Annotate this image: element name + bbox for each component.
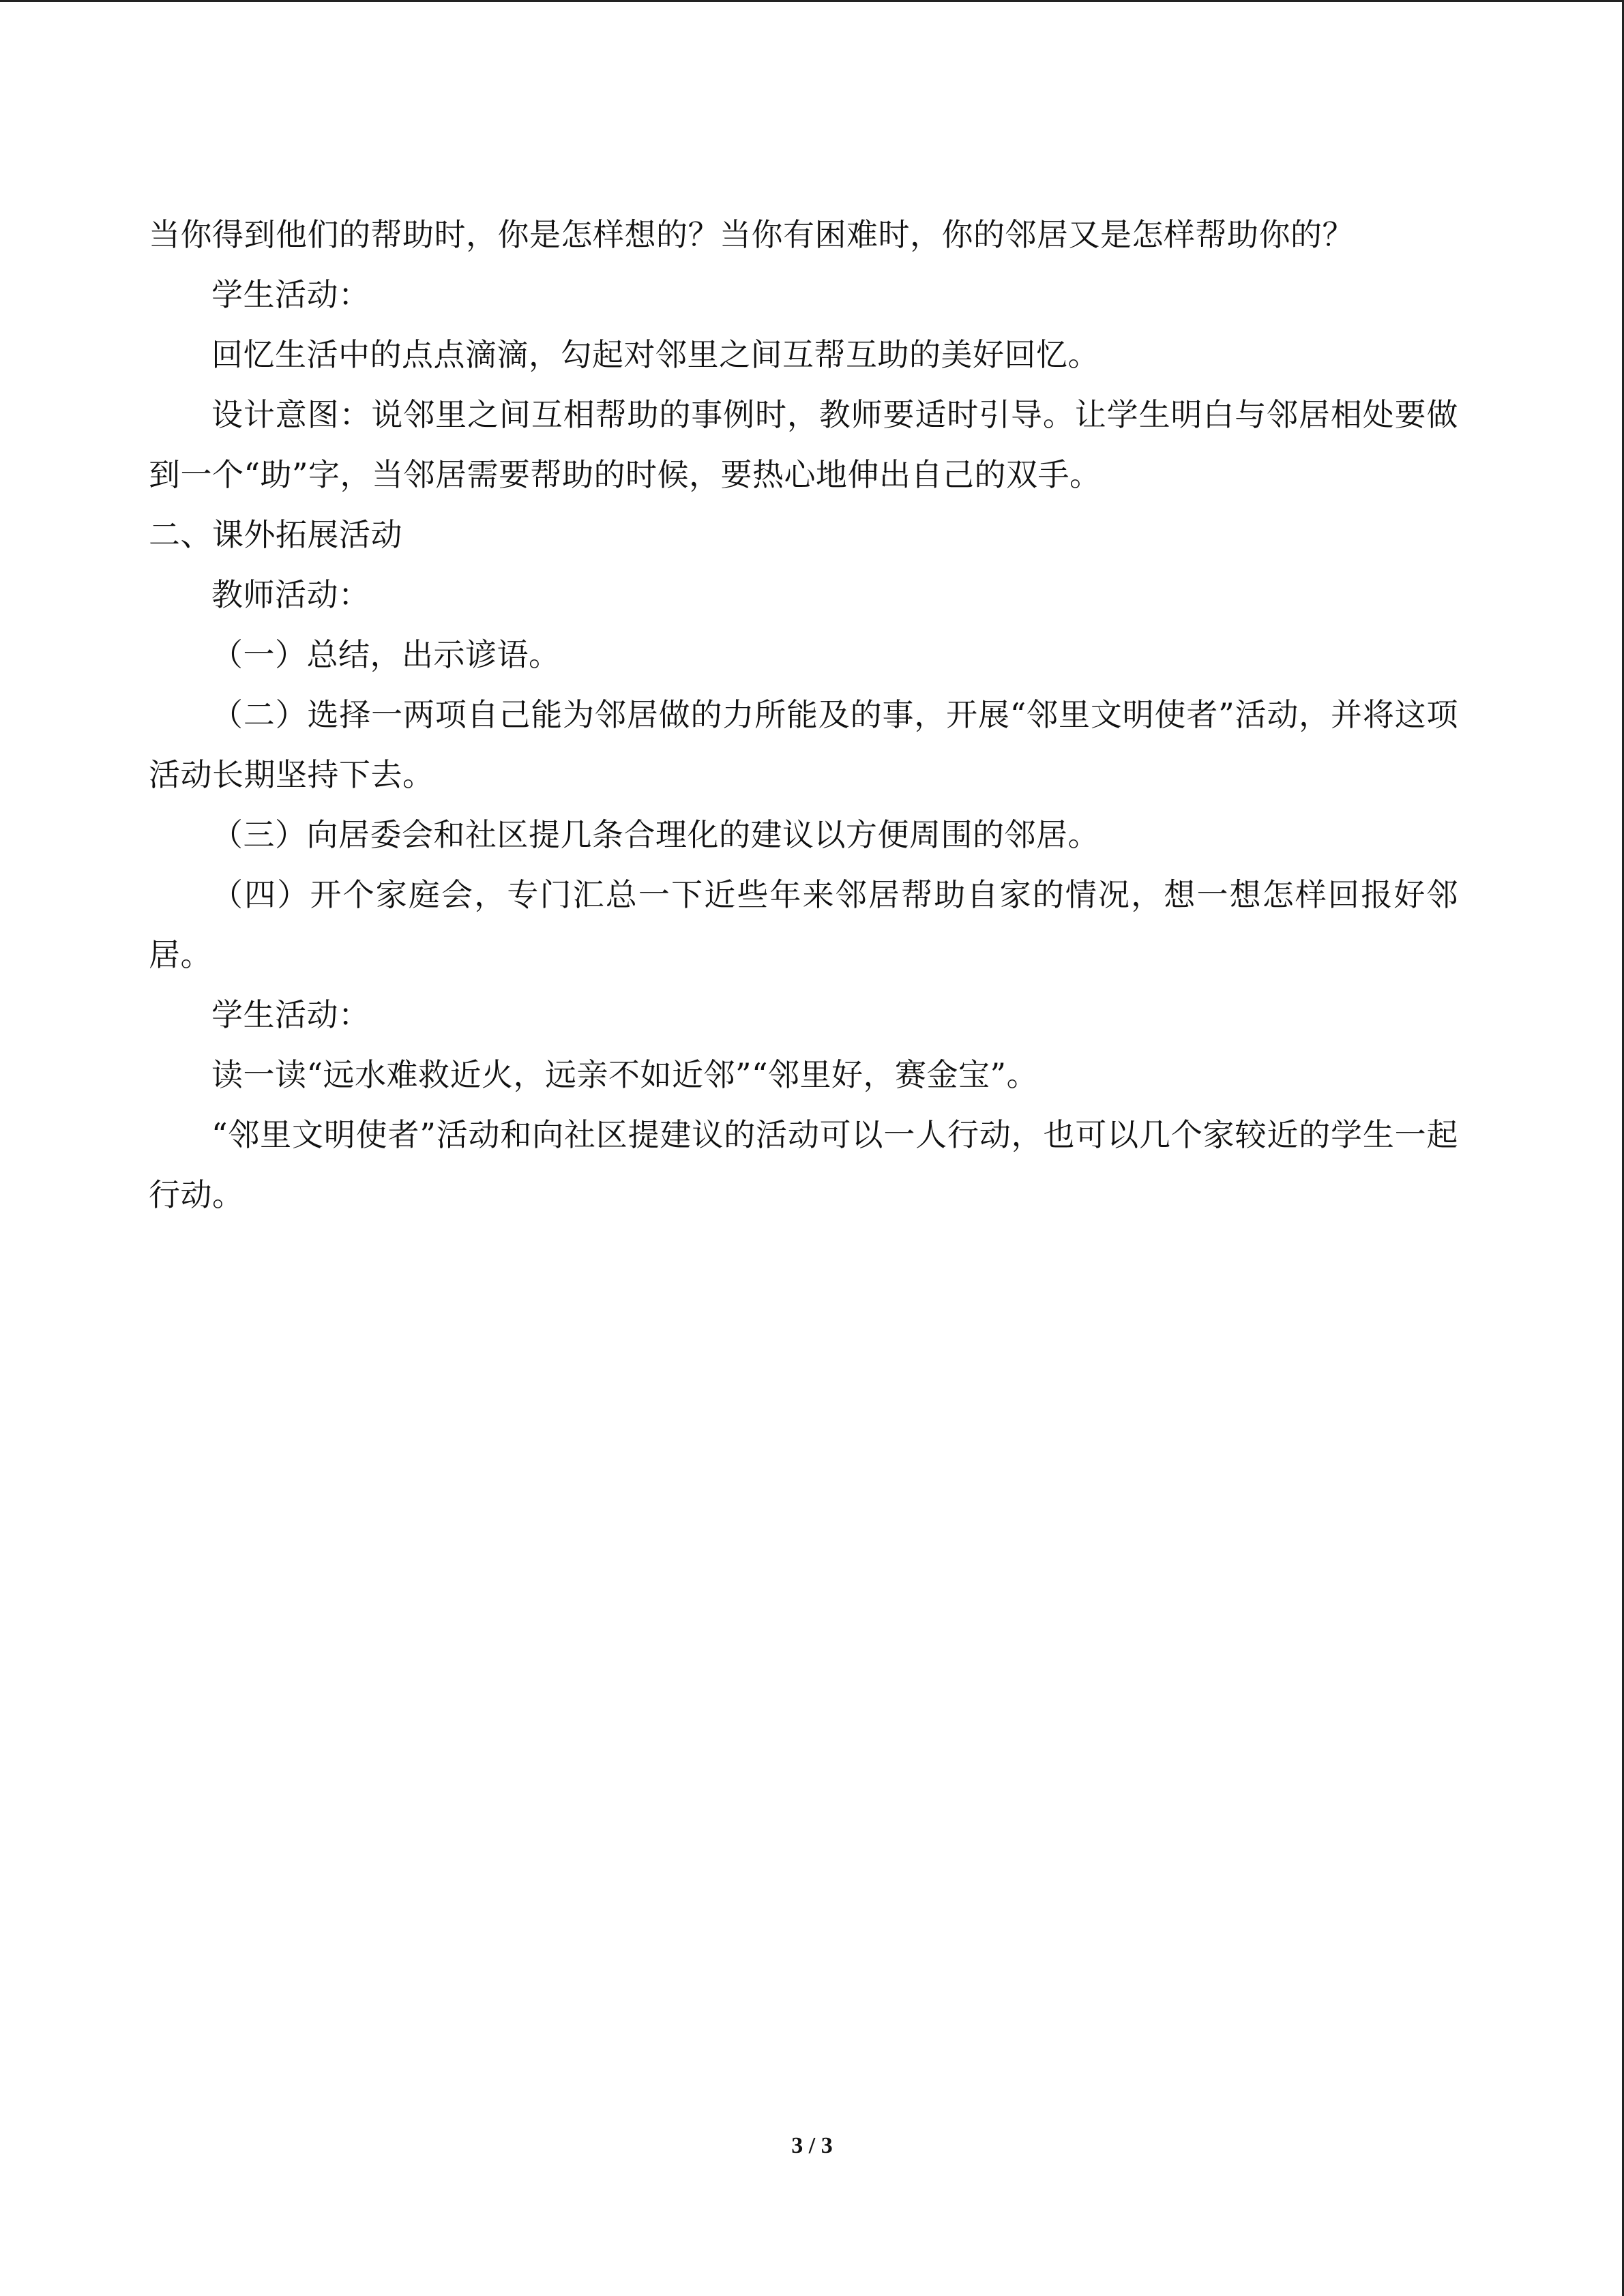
list-item-4: （四）开个家庭会，专门汇总一下近些年来邻居帮助自家的情况，想一想怎样回报好邻居。 [149,876,1458,973]
list-item-1: （一）总结，出示谚语。 [211,636,561,673]
section-heading-extended-activities: 二、课外拓展活动 [149,516,402,553]
list-item-3: （三）向居委会和社区提几条合理化的建议以方便周围的邻居。 [211,816,1099,853]
paragraph-student-activity-heading-2: 学生活动： [211,996,370,1033]
paragraph-design-intent: 设计意图：说邻里之间互相帮助的事例时，教师要适时引导。让学生明白与邻居相处要做到一个“助”字，当邻居需要帮助的时候，要热心地伸出自己的双手。 [149,396,1458,493]
document-body [149,205,1458,1225]
paragraph-civility-envoy: “邻里文明使者”活动和向社区提建议的活动可以一人行动，也可以几个家较近的学生一起行动。 [149,1116,1458,1213]
paragraph-teacher-activity-heading: 教师活动： [211,576,370,613]
paragraph-student-activity-heading: 学生活动： [211,276,370,313]
paragraph-question: 当你得到他们的帮助时，你是怎样想的？当你有困难时，你的邻居又是怎样帮助你的？ [149,216,1354,253]
paragraph-student-activity-recall: 回忆生活中的点点滴滴，勾起对邻里之间互帮互助的美好回忆。 [211,336,1099,373]
list-item-2: （二）选择一两项自己能为邻居做的力所能及的事，开展“邻里文明使者”活动，并将这项活动长期坚持下去。 [149,696,1458,793]
page-number: 3 / 3 [791,2133,833,2158]
page-top-border [0,0,1624,2]
paragraph-proverbs: 读一读“远水难救近火，远亲不如近邻”“邻里好，赛金宝”。 [211,1056,1039,1093]
